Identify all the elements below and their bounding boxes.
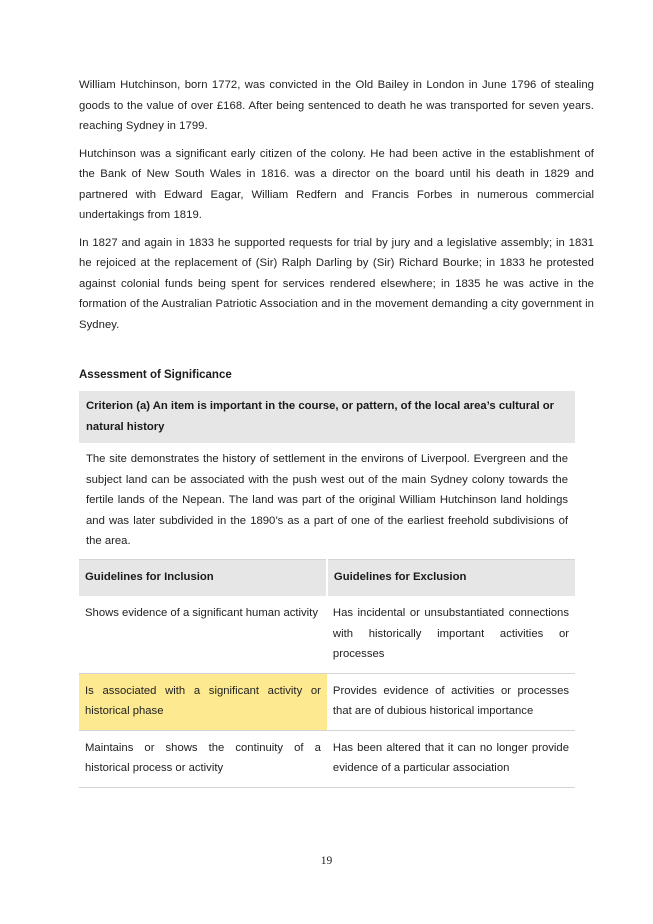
exclusion-header: Guidelines for Exclusion bbox=[327, 559, 575, 596]
criterion-title: Criterion (a) An item is important in the course, or pattern, of the local area’s cultural or natural history bbox=[79, 391, 575, 443]
guidelines-header-row bbox=[79, 559, 575, 596]
criterion-description: The site demonstrates the history of settlement in the environs of Liverpool. Evergreen and the subject land can be associated with the push west out of the main Sydney colony towards the fertile lands of the Nepean. The land was part of the original William Hutchinson land holdings and was later subdivided in the 1890’s as a part of one of the earliest freehold subdivisions of the area. bbox=[79, 443, 575, 559]
exclusion-cell: Has been altered that it can no longer provide evidence of a particular association bbox=[327, 730, 575, 787]
inclusion-cell-highlighted: Is associated with a significant activity or historical phase bbox=[79, 673, 327, 730]
page-content bbox=[79, 75, 594, 788]
table-row bbox=[79, 673, 575, 730]
exclusion-cell: Provides evidence of activities or processes that are of dubious historical importance bbox=[327, 673, 575, 730]
inclusion-cell: Maintains or shows the continuity of a historical process or activity bbox=[79, 730, 327, 787]
table-row bbox=[79, 730, 575, 787]
page-number: 19 bbox=[320, 855, 333, 867]
section-heading: Assessment of Significance bbox=[79, 369, 232, 381]
exclusion-cell: Has incidental or unsubstantiated connections with historically important activities or processes bbox=[327, 596, 575, 673]
body-paragraph: Hutchinson was a significant early citizen of the colony. He had been active in the establishment of the Bank of New South Wales in 1816. was a director on the board until his death in 1829 and partnered with Edward Eagar, William Redfern and Francis Forbes in numerous commercial undertakings from 1819. bbox=[79, 147, 594, 221]
table-row bbox=[79, 596, 575, 673]
body-paragraph: In 1827 and again in 1833 he supported requests for trial by jury and a legislative assembly; in 1831 he rejoiced at the replacement of (Sir) Ralph Darling by (Sir) Richard Bourke; in 1833 he protested against colonial funds being spent for services rendered elsewhere; in 1835 he was active in the formation of the Australian Patriotic Association and in the movement demanding a city government in Sydney. bbox=[79, 236, 594, 331]
inclusion-cell: Shows evidence of a significant human activity bbox=[79, 596, 327, 673]
inclusion-header: Guidelines for Inclusion bbox=[79, 559, 327, 596]
criterion-description-row bbox=[79, 443, 575, 559]
criterion-header-row bbox=[79, 391, 575, 443]
body-paragraph: William Hutchinson, born 1772, was convicted in the Old Bailey in London in June 1796 of stealing goods to the value of over £168. After being sentenced to death he was transported for seven years. reaching Sydney in 1799. bbox=[79, 79, 594, 132]
significance-table bbox=[79, 391, 575, 788]
